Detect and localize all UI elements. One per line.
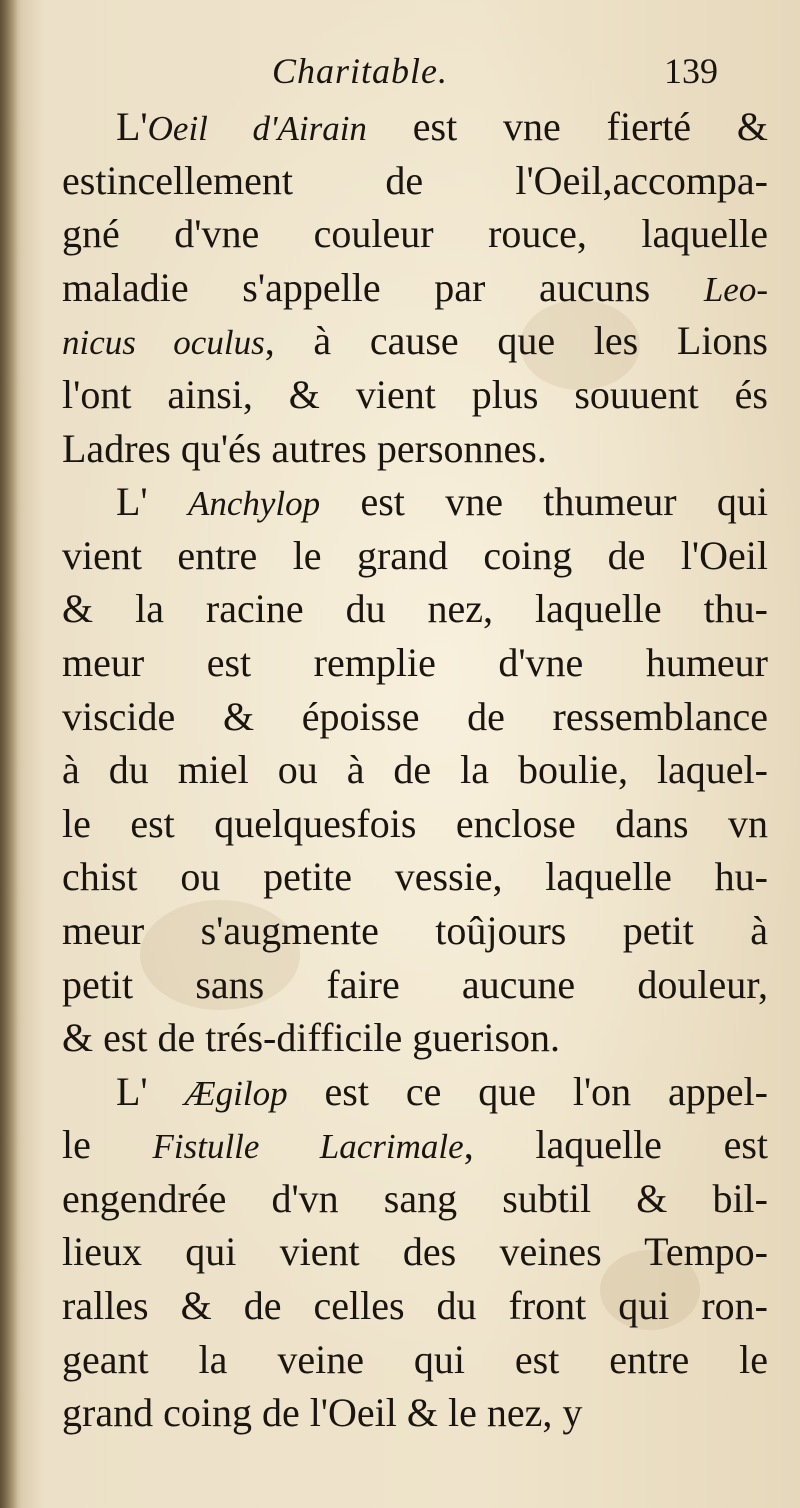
text-run: , laquelle est: [463, 1122, 768, 1168]
text-line: [62, 582, 768, 636]
text-line: [62, 1225, 768, 1279]
page-number: 139: [664, 51, 718, 91]
text-line: [62, 1386, 768, 1440]
text-run: L': [116, 104, 148, 149]
text-run: estincellement de l'Oeil,accompa-: [62, 157, 768, 203]
text-run: viscide & époisse de ressemblance: [62, 693, 768, 739]
text-line: [62, 368, 768, 422]
italic-term: Fistulle Lacrimale: [152, 1127, 464, 1167]
text-run: geant la veine qui est entre le: [62, 1336, 768, 1382]
text-run: vient entre le grand coing de l'Oeil: [62, 532, 768, 578]
text-run: lieux qui vient des veines Tempo-: [62, 1229, 768, 1275]
italic-term: Anchylop: [187, 484, 321, 524]
text-run: Ladres qu'és autres personnes.: [62, 425, 547, 471]
text-line: [62, 1011, 768, 1065]
italic-term: Leo-: [703, 269, 768, 309]
text-line: [62, 690, 768, 744]
text-line: [62, 529, 768, 583]
text-run: meur s'augmente toûjours petit à: [62, 907, 768, 953]
text-run: le est quelquesfois enclose dans vn: [62, 800, 768, 846]
binding-gutter-shadow: [0, 0, 18, 1508]
text-run: maladie s'appelle par aucuns: [62, 264, 704, 310]
text-run: l'ont ainsi, & vient plus souuent és: [62, 371, 768, 417]
text-line: [62, 958, 768, 1012]
text-line: [62, 743, 768, 797]
text-run: L': [116, 479, 188, 525]
text-line: [62, 261, 768, 315]
text-run: est vne fierté &: [366, 104, 768, 149]
text-run: ralles & de celles du front qui ron-: [62, 1283, 768, 1329]
text-line: [62, 207, 768, 261]
text-line: [62, 475, 768, 529]
body-text: [62, 100, 768, 1440]
running-header: [0, 46, 800, 102]
text-line: [62, 797, 768, 851]
running-title: Charitable.: [272, 51, 449, 91]
text-run: , à cause que les Lions: [264, 318, 768, 364]
text-line: [62, 1065, 768, 1119]
text-run: meur est remplie d'vne humeur: [62, 639, 768, 685]
text-line: [62, 314, 768, 368]
text-run: à du miel ou à de la boulie, laquel-: [62, 747, 768, 793]
italic-term: Ægilop: [184, 1073, 288, 1113]
text-line: [62, 154, 768, 208]
text-run: est ce que l'on appel-: [287, 1068, 768, 1114]
text-run: gné d'vne couleur rouce, laquelle: [62, 211, 768, 257]
text-run: engendrée d'vn sang subtil & bil-: [62, 1175, 768, 1221]
text-line: [62, 904, 768, 958]
text-run: & est de trés-difficile guerison.: [62, 1015, 561, 1061]
text-line: [62, 100, 768, 154]
text-run: chist ou petite vessie, laquelle hu-: [62, 854, 768, 900]
text-line: [62, 636, 768, 690]
text-line: [62, 1333, 768, 1387]
text-line: [62, 850, 768, 904]
text-line: [62, 1279, 768, 1333]
text-run: petit sans faire aucune douleur,: [62, 961, 768, 1007]
italic-term: Oeil d'Airain: [147, 109, 367, 148]
text-run: & la racine du nez, laquelle thu-: [62, 586, 768, 632]
text-run: L': [116, 1068, 185, 1114]
text-line: [62, 422, 768, 476]
text-run: le: [62, 1122, 153, 1168]
text-line: [62, 1118, 768, 1172]
text-run: grand coing de l'Oeil & le nez, y: [62, 1390, 583, 1436]
italic-term: nicus oculus: [62, 323, 265, 363]
text-run: est vne thumeur qui: [320, 479, 768, 525]
text-line: [62, 1172, 768, 1226]
